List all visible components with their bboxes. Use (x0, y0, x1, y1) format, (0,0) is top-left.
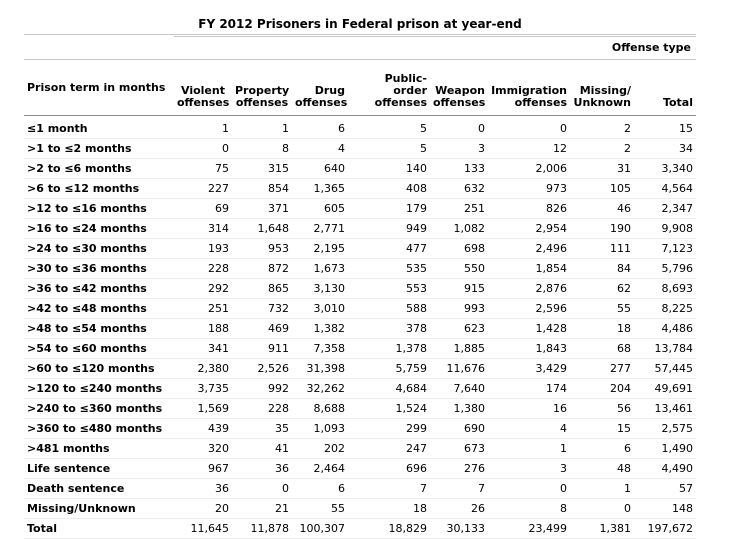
table-cell: 315 (232, 159, 292, 179)
table-cell: 68 (570, 339, 634, 359)
table-cell: 1 (570, 479, 634, 499)
table-cell: 55 (570, 299, 634, 319)
table-cell: 133 (430, 159, 488, 179)
table-cell: 228 (174, 259, 232, 279)
table-cell: 32,262 (292, 379, 348, 399)
table-cell: 62 (570, 279, 634, 299)
table-cell: 2,526 (232, 359, 292, 379)
table-cell: 911 (232, 339, 292, 359)
table-cell: 4,684 (348, 379, 430, 399)
table-cell: 8 (232, 139, 292, 159)
table-cell: 100,307 (292, 519, 348, 539)
table-cell: 553 (348, 279, 430, 299)
table-cell: 1,854 (488, 259, 570, 279)
table-cell: 2 (570, 139, 634, 159)
table-cell: 188 (174, 319, 232, 339)
table-cell: 1,082 (430, 219, 488, 239)
table-cell: 75 (174, 159, 232, 179)
table-cell: 1,381 (570, 519, 634, 539)
table-cell: 8,688 (292, 399, 348, 419)
offense-type-heading: Offense type (174, 36, 696, 59)
table-cell: 1,843 (488, 339, 570, 359)
table-cell: 57 (634, 479, 696, 499)
table-cell: 9,908 (634, 219, 696, 239)
table-cell: 31 (570, 159, 634, 179)
table-cell: 251 (174, 299, 232, 319)
table-cell: 640 (292, 159, 348, 179)
table-cell: 31,398 (292, 359, 348, 379)
table-row (24, 499, 696, 519)
table-row (24, 219, 696, 239)
table-cell: 4,564 (634, 179, 696, 199)
table-cell: 6 (570, 439, 634, 459)
table-cell: 605 (292, 199, 348, 219)
table-cell: 0 (430, 116, 488, 139)
table-cell: 111 (570, 239, 634, 259)
table-cell: 1,428 (488, 319, 570, 339)
table-row (24, 319, 696, 339)
table-row (24, 439, 696, 459)
table-cell: 6 (292, 116, 348, 139)
table-cell: 13,784 (634, 339, 696, 359)
table-cell: 696 (348, 459, 430, 479)
table-cell: 1,885 (430, 339, 488, 359)
table-cell: 623 (430, 319, 488, 339)
table-cell: 469 (232, 319, 292, 339)
table-cell: 140 (348, 159, 430, 179)
table-cell: 2,195 (292, 239, 348, 259)
table-cell: 993 (430, 299, 488, 319)
table-cell: 228 (232, 399, 292, 419)
row-label: >54 to ≤60 months (24, 339, 174, 359)
header-violent: Violent offenses (174, 60, 232, 116)
table-cell: 2,596 (488, 299, 570, 319)
row-label: Death sentence (24, 479, 174, 499)
table-cell: 11,878 (232, 519, 292, 539)
table-cell: 105 (570, 179, 634, 199)
table-cell: 69 (174, 199, 232, 219)
table-cell: 698 (430, 239, 488, 259)
table-cell: 341 (174, 339, 232, 359)
table-cell: 16 (488, 399, 570, 419)
table-cell: 1,490 (634, 439, 696, 459)
table-cell: 673 (430, 439, 488, 459)
table-cell: 973 (488, 179, 570, 199)
table-cell: 3,010 (292, 299, 348, 319)
table-cell: 872 (232, 259, 292, 279)
table-cell: 292 (174, 279, 232, 299)
table-cell: 5 (348, 139, 430, 159)
table-cell: 8,225 (634, 299, 696, 319)
header-missing: Missing/ Unknown (570, 60, 634, 116)
table-cell: 179 (348, 199, 430, 219)
table-cell: 56 (570, 399, 634, 419)
table-cell: 1 (232, 116, 292, 139)
table-row (24, 479, 696, 499)
row-label: >240 to ≤360 months (24, 399, 174, 419)
row-label: >36 to ≤42 months (24, 279, 174, 299)
table-row (24, 279, 696, 299)
table-row (24, 116, 696, 139)
row-label: >481 months (24, 439, 174, 459)
row-label: >60 to ≤120 months (24, 359, 174, 379)
table-cell: 1,673 (292, 259, 348, 279)
table-cell: 227 (174, 179, 232, 199)
table-cell: 826 (488, 199, 570, 219)
table-cell: 5 (348, 116, 430, 139)
table-cell: 202 (292, 439, 348, 459)
header-drug: Drug offenses (292, 60, 348, 116)
table-cell: 1,569 (174, 399, 232, 419)
header-weapon: Weapon offenses (430, 60, 488, 116)
table-cell: 8 (488, 499, 570, 519)
table-cell: 2 (570, 116, 634, 139)
table-cell: 1,524 (348, 399, 430, 419)
table-cell: 148 (634, 499, 696, 519)
table-cell: 5,796 (634, 259, 696, 279)
table-cell: 1,093 (292, 419, 348, 439)
table-cell: 277 (570, 359, 634, 379)
table-cell: 299 (348, 419, 430, 439)
table-cell: 12 (488, 139, 570, 159)
table-cell: 15 (570, 419, 634, 439)
table-row (24, 459, 696, 479)
table-cell: 2,380 (174, 359, 232, 379)
prison-table-container (24, 14, 696, 539)
table-cell: 35 (232, 419, 292, 439)
row-label: >2 to ≤6 months (24, 159, 174, 179)
table-cell: 0 (232, 479, 292, 499)
table-cell: 34 (634, 139, 696, 159)
table-cell: 41 (232, 439, 292, 459)
table-cell: 378 (348, 319, 430, 339)
table-cell: 2,575 (634, 419, 696, 439)
header-immigration: Immigration offenses (488, 60, 570, 116)
table-cell: 865 (232, 279, 292, 299)
table-cell: 13,461 (634, 399, 696, 419)
table-cell: 251 (430, 199, 488, 219)
table-cell: 204 (570, 379, 634, 399)
table-cell: 193 (174, 239, 232, 259)
table-cell: 915 (430, 279, 488, 299)
row-label: >120 to ≤240 months (24, 379, 174, 399)
table-cell: 1 (174, 116, 232, 139)
table-cell: 3 (430, 139, 488, 159)
header-term: Prison term in months (24, 60, 174, 116)
table-row (24, 179, 696, 199)
table-cell: 0 (488, 116, 570, 139)
table-row (24, 199, 696, 219)
table-cell: 4,486 (634, 319, 696, 339)
table-cell: 276 (430, 459, 488, 479)
table-cell: 3,340 (634, 159, 696, 179)
row-label: Total (24, 519, 174, 539)
table-cell: 174 (488, 379, 570, 399)
row-label: >30 to ≤36 months (24, 259, 174, 279)
table-cell: 0 (174, 139, 232, 159)
table-cell: 3,130 (292, 279, 348, 299)
total-row (24, 519, 696, 539)
table-cell: 854 (232, 179, 292, 199)
table-cell: 3,735 (174, 379, 232, 399)
table-cell: 1,648 (232, 219, 292, 239)
table-cell: 408 (348, 179, 430, 199)
table-cell: 550 (430, 259, 488, 279)
row-label: ≤1 month (24, 116, 174, 139)
table-cell: 7,123 (634, 239, 696, 259)
table-cell: 1 (488, 439, 570, 459)
header-property: Property offenses (232, 60, 292, 116)
table-cell: 967 (174, 459, 232, 479)
table-cell: 46 (570, 199, 634, 219)
table-cell: 371 (232, 199, 292, 219)
table-row (24, 359, 696, 379)
table-cell: 3 (488, 459, 570, 479)
table-cell: 247 (348, 439, 430, 459)
table-cell: 30,133 (430, 519, 488, 539)
table-cell: 49,691 (634, 379, 696, 399)
row-label: Life sentence (24, 459, 174, 479)
table-cell: 2,006 (488, 159, 570, 179)
table-cell: 2,771 (292, 219, 348, 239)
table-cell: 439 (174, 419, 232, 439)
table-cell: 48 (570, 459, 634, 479)
table-cell: 21 (232, 499, 292, 519)
table-cell: 314 (174, 219, 232, 239)
row-label: >12 to ≤16 months (24, 199, 174, 219)
table-cell: 953 (232, 239, 292, 259)
table-cell: 55 (292, 499, 348, 519)
table-cell: 0 (488, 479, 570, 499)
row-label: >1 to ≤2 months (24, 139, 174, 159)
table-row (24, 239, 696, 259)
table-cell: 477 (348, 239, 430, 259)
table-cell: 632 (430, 179, 488, 199)
table-cell: 2,464 (292, 459, 348, 479)
row-label: >24 to ≤30 months (24, 239, 174, 259)
row-label: >42 to ≤48 months (24, 299, 174, 319)
table-cell: 23,499 (488, 519, 570, 539)
table-cell: 7 (348, 479, 430, 499)
table-cell: 15 (634, 116, 696, 139)
header-total: Total (634, 60, 696, 116)
table-cell: 1,382 (292, 319, 348, 339)
table-cell: 2,876 (488, 279, 570, 299)
table-cell: 57,445 (634, 359, 696, 379)
table-cell: 535 (348, 259, 430, 279)
table-cell: 1,365 (292, 179, 348, 199)
table-row (24, 419, 696, 439)
table-cell: 732 (232, 299, 292, 319)
table-cell: 8,693 (634, 279, 696, 299)
table-cell: 3,429 (488, 359, 570, 379)
table-cell: 26 (430, 499, 488, 519)
table-cell: 320 (174, 439, 232, 459)
table-cell: 18 (570, 319, 634, 339)
table-cell: 992 (232, 379, 292, 399)
table-cell: 7,358 (292, 339, 348, 359)
table-cell: 7,640 (430, 379, 488, 399)
table-cell: 0 (570, 499, 634, 519)
table-cell: 4 (292, 139, 348, 159)
table-cell: 18 (348, 499, 430, 519)
table-cell: 4 (488, 419, 570, 439)
table-cell: 6 (292, 479, 348, 499)
table-cell: 949 (348, 219, 430, 239)
table-cell: 1,380 (430, 399, 488, 419)
table-title: FY 2012 Prisoners in Federal prison at year-end (24, 14, 696, 35)
table-cell: 197,672 (634, 519, 696, 539)
prisoners-table (24, 59, 696, 539)
table-cell: 588 (348, 299, 430, 319)
table-row (24, 139, 696, 159)
row-label: >360 to ≤480 months (24, 419, 174, 439)
table-row (24, 379, 696, 399)
table-cell: 7 (430, 479, 488, 499)
header-row (24, 60, 696, 116)
table-cell: 2,496 (488, 239, 570, 259)
row-label: >6 to ≤12 months (24, 179, 174, 199)
table-cell: 36 (232, 459, 292, 479)
row-label: >16 to ≤24 months (24, 219, 174, 239)
table-row (24, 399, 696, 419)
table-cell: 11,645 (174, 519, 232, 539)
table-cell: 36 (174, 479, 232, 499)
table-cell: 11,676 (430, 359, 488, 379)
table-row (24, 259, 696, 279)
table-cell: 2,347 (634, 199, 696, 219)
table-row (24, 159, 696, 179)
table-cell: 84 (570, 259, 634, 279)
table-cell: 690 (430, 419, 488, 439)
table-row (24, 299, 696, 319)
table-cell: 190 (570, 219, 634, 239)
table-cell: 18,829 (348, 519, 430, 539)
table-row (24, 339, 696, 359)
table-cell: 4,490 (634, 459, 696, 479)
row-label: >48 to ≤54 months (24, 319, 174, 339)
table-cell: 1,378 (348, 339, 430, 359)
table-cell: 5,759 (348, 359, 430, 379)
header-public-order: Public- order offenses (348, 60, 430, 116)
table-cell: 20 (174, 499, 232, 519)
row-label: Missing/Unknown (24, 499, 174, 519)
table-cell: 2,954 (488, 219, 570, 239)
table-body (24, 116, 696, 539)
